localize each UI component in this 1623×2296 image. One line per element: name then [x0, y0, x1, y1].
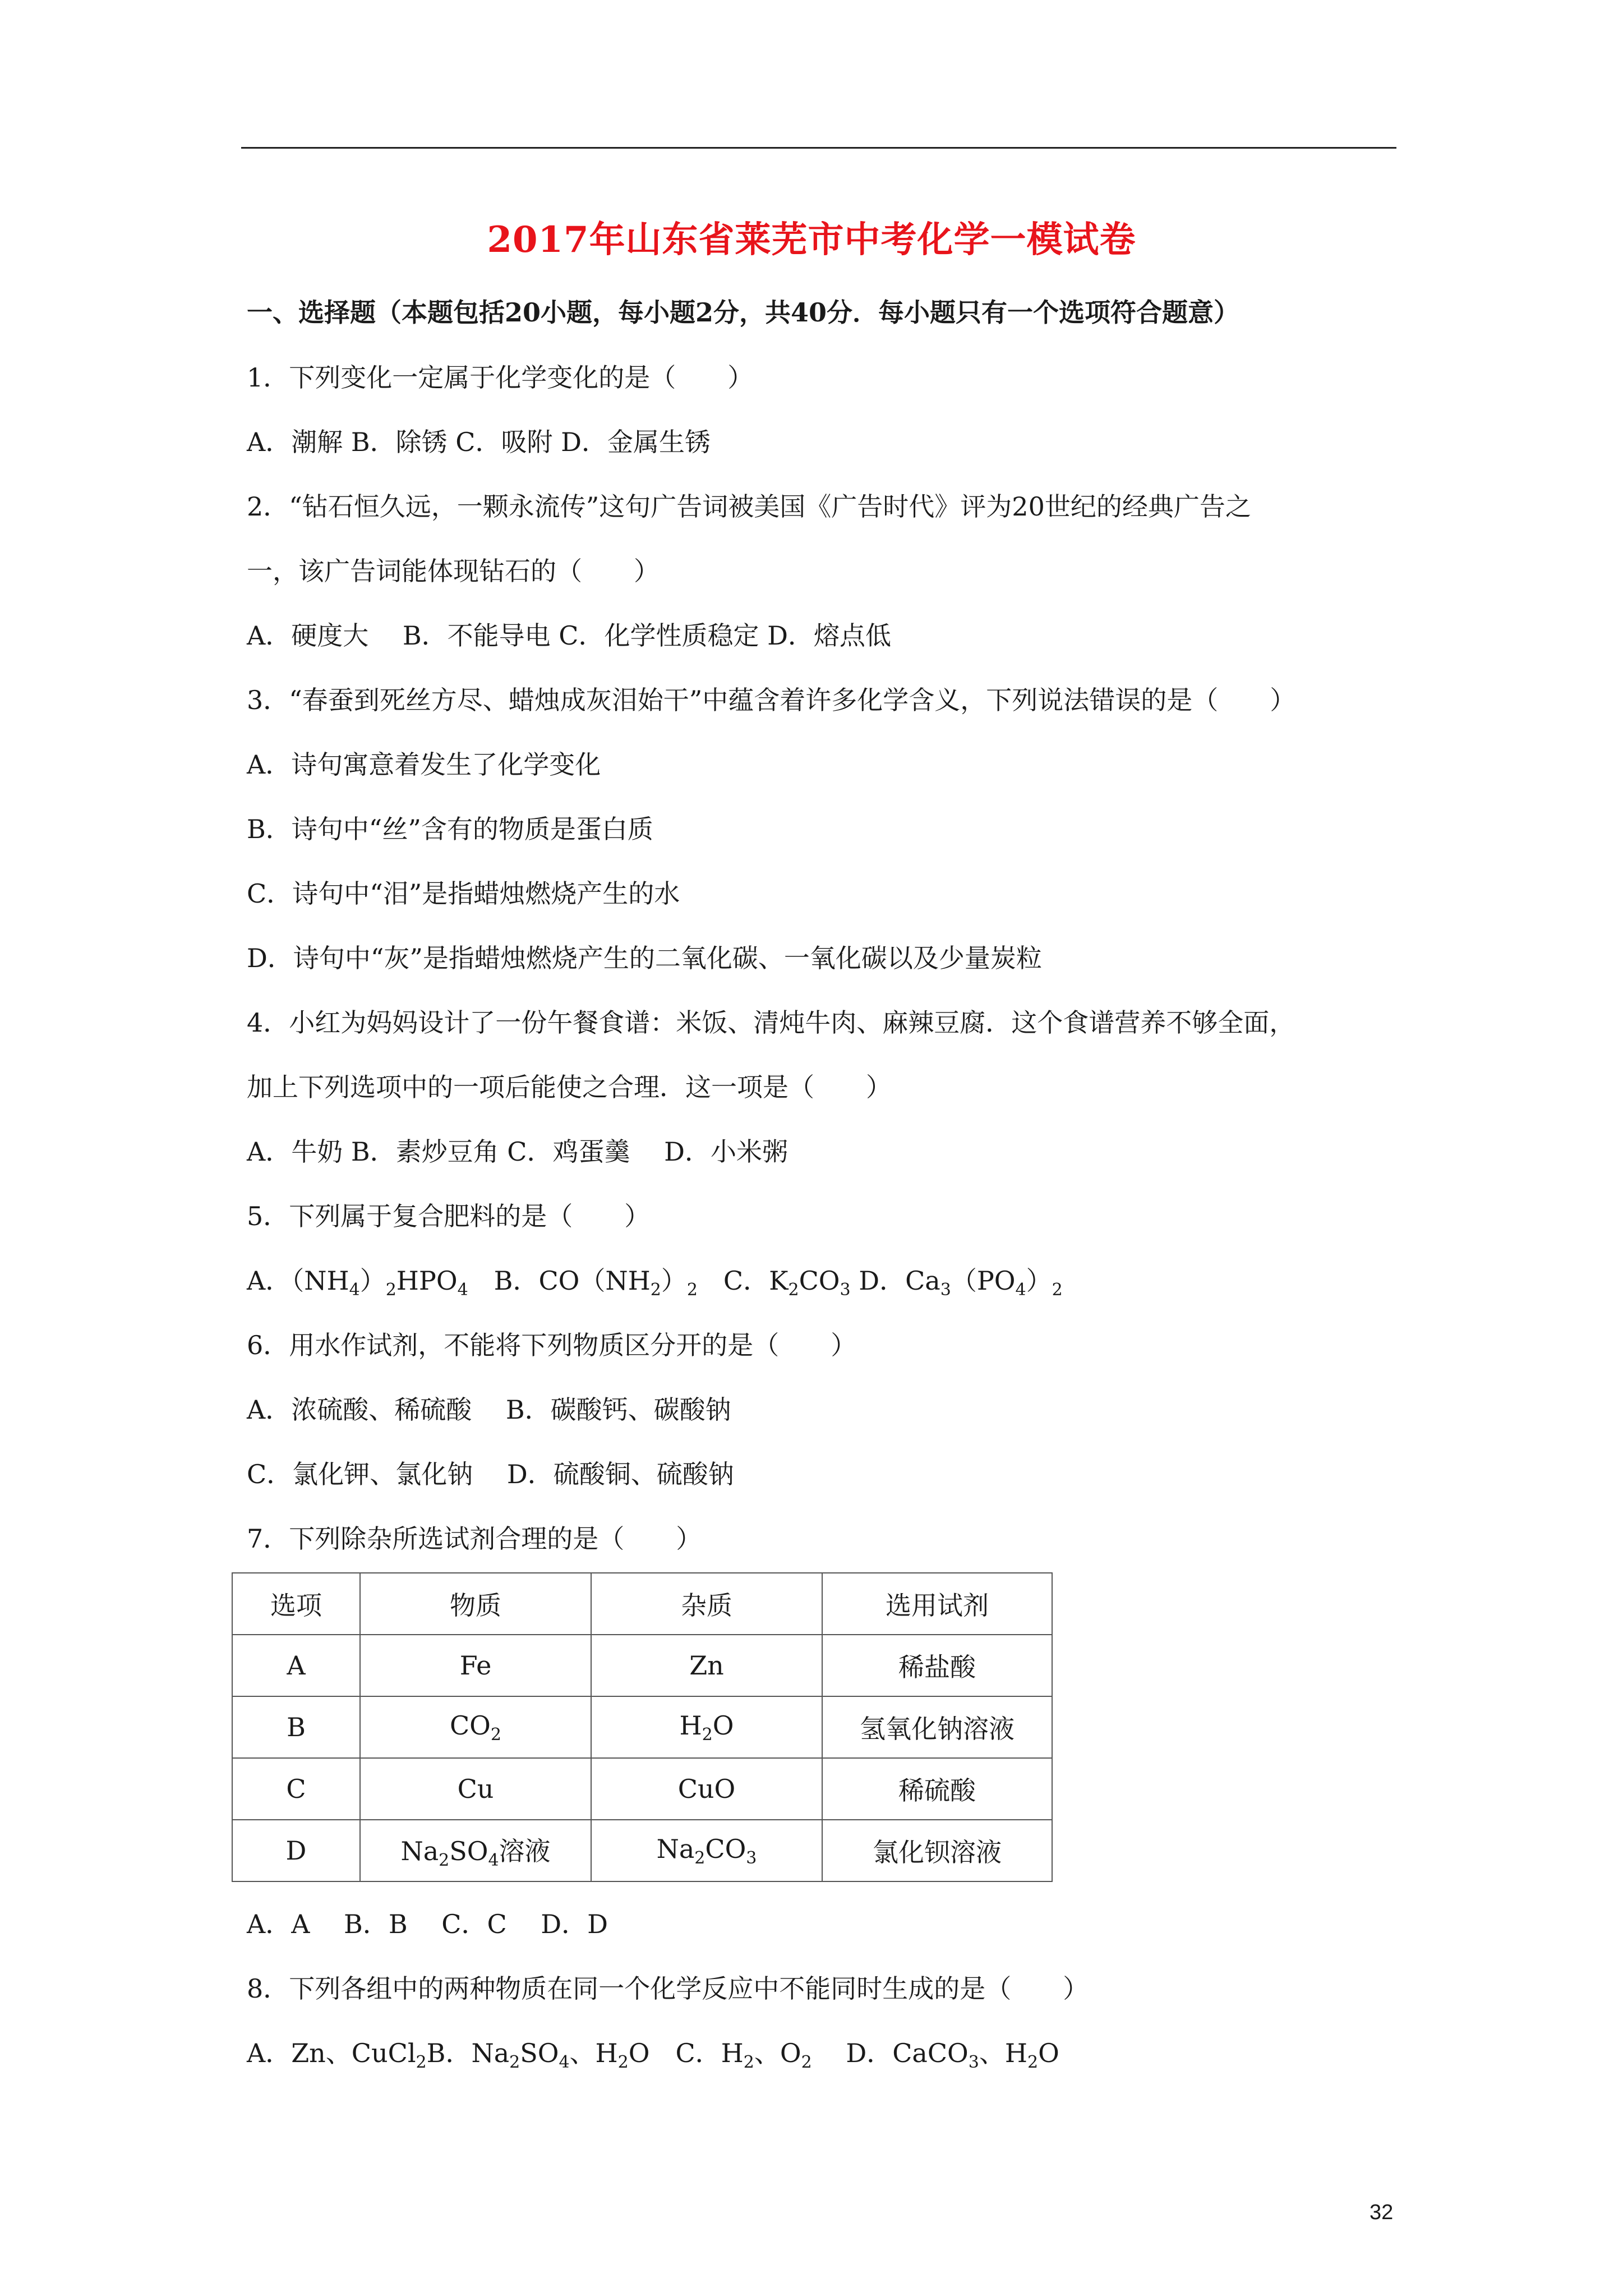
table-cell: Cu [360, 1758, 591, 1820]
table-header-row [232, 1573, 1052, 1635]
question-2-options: A．硬度大 B．不能导电 C．化学性质稳定 D．熔点低 [247, 620, 891, 651]
table-row [232, 1820, 1052, 1881]
question-7-table [232, 1572, 1053, 1882]
question-7-stem: 7．下列除杂所选试剂合理的是（ ） [247, 1524, 702, 1554]
question-8-stem: 8．下列各组中的两种物质在同一个化学反应中不能同时生成的是（ ） [247, 1973, 1089, 2004]
table-header-cell: 杂质 [591, 1573, 822, 1635]
question-2-stem-line-2: 一，该广告词能体现钻石的（ ） [247, 556, 660, 586]
question-5-options [247, 1264, 1063, 1307]
table-row [232, 1635, 1052, 1696]
question-4-stem-line-2: 加上下列选项中的一项后能使之合理．这一项是（ ） [247, 1072, 892, 1102]
question-6-stem: 6．用水作试剂，不能将下列物质区分开的是（ ） [247, 1330, 857, 1360]
question-3-option-b: B．诗句中“丝”含有的物质是蛋白质 [247, 814, 653, 844]
q5-option-b: B．$CO(NH_2)_2$ [468, 1266, 698, 1300]
q5-option-c: C．$K_2CO_3$ [697, 1266, 851, 1300]
question-1-stem: 1．下列变化一定属于化学变化的是（ ） [247, 362, 754, 393]
table-cell: D [232, 1820, 360, 1881]
page-number: 32 [1370, 2201, 1394, 2224]
table-cell: $Na_2SO_4$溶液 [360, 1820, 591, 1881]
header-rule [241, 147, 1396, 149]
question-4-stem-line-1: 4．小红为妈妈设计了一份午餐食谱：米饭、清炖牛肉、麻辣豆腐．这个食谱营养不够全面， [247, 1007, 1295, 1038]
question-3-option-c: C．诗句中“泪”是指蜡烛燃烧产生的水 [247, 878, 680, 909]
question-3-stem: 3．“春蚕到死丝方尽、蜡烛成灰泪始干”中蕴含着许多化学含义，下列说法错误的是（ ） [247, 685, 1296, 715]
table-cell: Fe [360, 1635, 591, 1696]
table-header-cell: 选用试剂 [822, 1573, 1052, 1635]
table-cell: $Na_2CO_3$ [591, 1820, 822, 1881]
question-7-options: A．A B．B C．C D．D [247, 1909, 608, 1939]
q8-option-a: A．Zn、CuCl$_2$ [247, 2038, 427, 2072]
section-heading: 一、选择题（本题包括20小题，每小题2分，共40分．每小题只有一个选项符合题意） [247, 297, 1240, 328]
q8-option-b: B．$Na_2SO_4$、$H_2O$ [426, 2038, 650, 2072]
question-6-options-ab: A．浓硫酸、稀硫酸 B．碳酸钙、碳酸钠 [247, 1395, 731, 1425]
question-5-stem: 5．下列属于复合肥料的是（ ） [247, 1201, 651, 1231]
table-cell: 稀盐酸 [822, 1635, 1052, 1696]
table-row [232, 1696, 1052, 1758]
table-cell: C [232, 1758, 360, 1820]
table-cell: 氢氧化钠溶液 [822, 1696, 1052, 1758]
question-4-options: A．牛奶 B．素炒豆角 C．鸡蛋羹 D．小米粥 [247, 1137, 788, 1167]
q8-option-c: C．$H_2$、$O_2$ [649, 2038, 812, 2072]
question-3-option-a: A．诗句寓意着发生了化学变化 [247, 749, 601, 780]
question-2-stem-line-1: 2．“钻石恒久远，一颗永流传”这句广告词被美国《广告时代》评为20世纪的经典广告之 [247, 491, 1251, 522]
table-cell: 稀硫酸 [822, 1758, 1052, 1820]
table-header-cell: 物质 [360, 1573, 591, 1635]
q5-option-a: A．$(NH_4)_2HPO_4$ [247, 1266, 468, 1300]
exam-title: 2017年山东省莱芜市中考化学一模试卷 [487, 219, 1136, 261]
table-row [232, 1758, 1052, 1820]
question-3-option-d: D．诗句中“灰”是指蜡烛燃烧产生的二氧化碳、一氧化碳以及少量炭粒 [247, 943, 1042, 973]
question-6-options-cd: C．氯化钾、氯化钠 D．硫酸铜、硫酸钠 [247, 1459, 734, 1489]
q8-option-d: D．CaCO$_3$、$H_2O$ [811, 2038, 1059, 2072]
table-cell: A [232, 1635, 360, 1696]
question-8-options [247, 2036, 1059, 2079]
q5-option-d: D．$Ca_3(PO_4)_2$ [850, 1266, 1063, 1300]
table-cell: $H_2O$ [591, 1696, 822, 1758]
table-cell: $CO_2$ [360, 1696, 591, 1758]
table-cell: 氯化钡溶液 [822, 1820, 1052, 1881]
table-cell: CuO [591, 1758, 822, 1820]
table-header-cell: 选项 [232, 1573, 360, 1635]
table-cell: Zn [591, 1635, 822, 1696]
table-cell: B [232, 1696, 360, 1758]
question-1-options: A．潮解 B．除锈 C．吸附 D．金属生锈 [247, 427, 711, 457]
